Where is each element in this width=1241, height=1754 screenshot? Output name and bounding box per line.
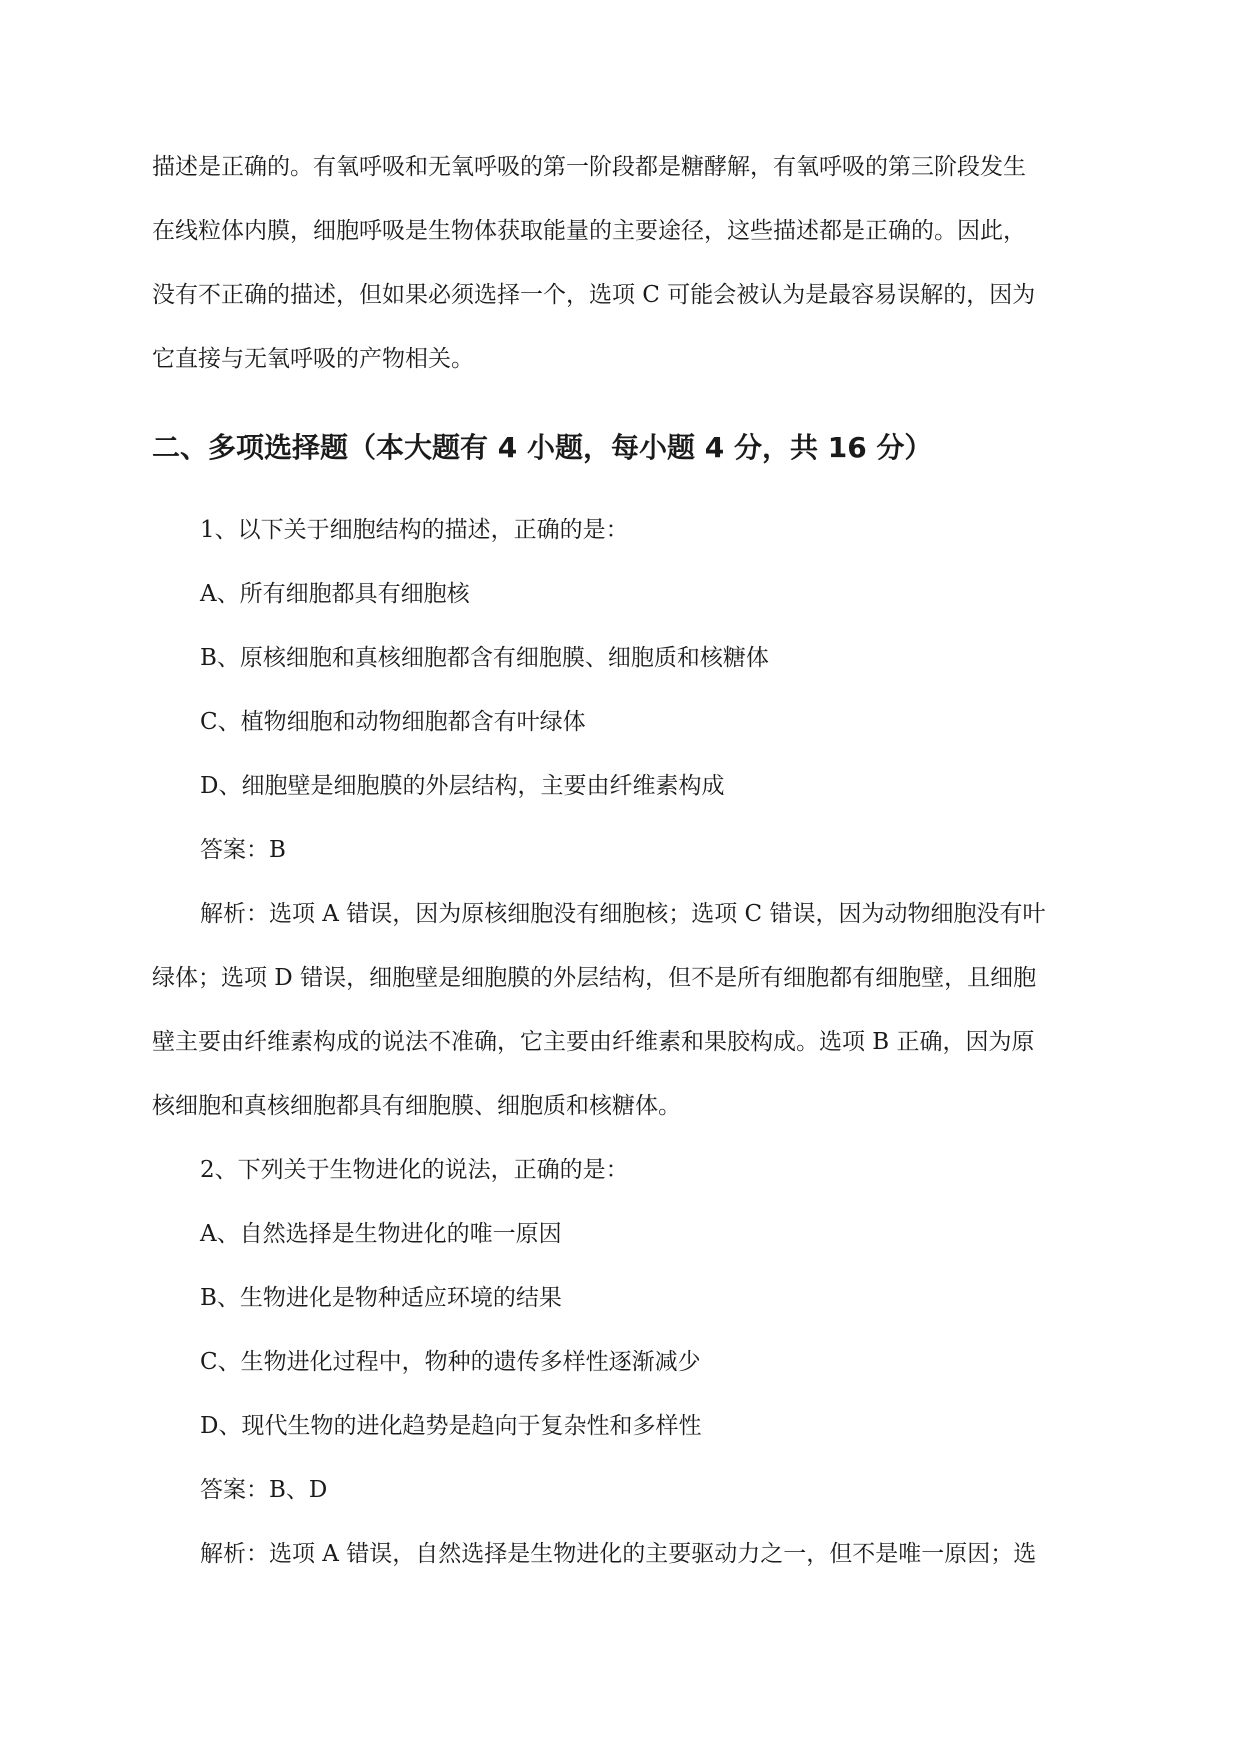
intro-line-2: 在线粒体内膜，细胞呼吸是生物体获取能量的主要途径，这些描述都是正确的。因此， bbox=[152, 218, 1026, 244]
q1-analysis-line-2: 绿体；选项 D 错误，细胞壁是细胞膜的外层结构，但不是所有细胞都有细胞壁，且细胞 bbox=[152, 965, 1037, 991]
q1-analysis-line-3: 壁主要由纤维素构成的说法不准确，它主要由纤维素和果胶构成。选项 B 正确，因为原 bbox=[152, 1029, 1035, 1055]
q2-option-a: A、自然选择是生物进化的唯一原因 bbox=[200, 1221, 562, 1247]
q2-stem: 2、下列关于生物进化的说法，正确的是： bbox=[200, 1157, 629, 1183]
q1-analysis-line-4: 核细胞和真核细胞都具有细胞膜、细胞质和核糖体。 bbox=[152, 1093, 681, 1119]
q1-option-d: D、细胞壁是细胞膜的外层结构，主要由纤维素构成 bbox=[200, 773, 725, 799]
q2-analysis-line-1: 解析：选项 A 错误，自然选择是生物进化的主要驱动力之一，但不是唯一原因；选 bbox=[200, 1541, 1037, 1567]
section-heading: 二、多项选择题（本大题有 4 小题，每小题 4 分，共 16 分） bbox=[152, 431, 933, 464]
q1-analysis-line-1: 解析：选项 A 错误，因为原核细胞没有细胞核；选项 C 错误，因为动物细胞没有叶 bbox=[200, 901, 1046, 927]
q1-option-b: B、原核细胞和真核细胞都含有细胞膜、细胞质和核糖体 bbox=[200, 645, 769, 671]
q2-option-d: D、现代生物的进化趋势是趋向于复杂性和多样性 bbox=[200, 1413, 702, 1439]
q1-option-a: A、所有细胞都具有细胞核 bbox=[200, 581, 470, 607]
q1-stem: 1、以下关于细胞结构的描述，正确的是： bbox=[200, 517, 629, 543]
q1-answer: 答案：B bbox=[200, 837, 286, 863]
intro-line-4: 它直接与无氧呼吸的产物相关。 bbox=[152, 346, 474, 372]
intro-line-1: 描述是正确的。有氧呼吸和无氧呼吸的第一阶段都是糖酵解，有氧呼吸的第三阶段发生 bbox=[152, 154, 1026, 180]
q2-option-c: C、生物进化过程中，物种的遗传多样性逐渐减少 bbox=[200, 1349, 701, 1375]
q1-option-c: C、植物细胞和动物细胞都含有叶绿体 bbox=[200, 709, 586, 735]
q2-option-b: B、生物进化是物种适应环境的结果 bbox=[200, 1285, 562, 1311]
intro-line-3: 没有不正确的描述，但如果必须选择一个，选项 C 可能会被认为是最容易误解的，因为 bbox=[152, 282, 1036, 308]
q2-answer: 答案：B、D bbox=[200, 1477, 328, 1503]
